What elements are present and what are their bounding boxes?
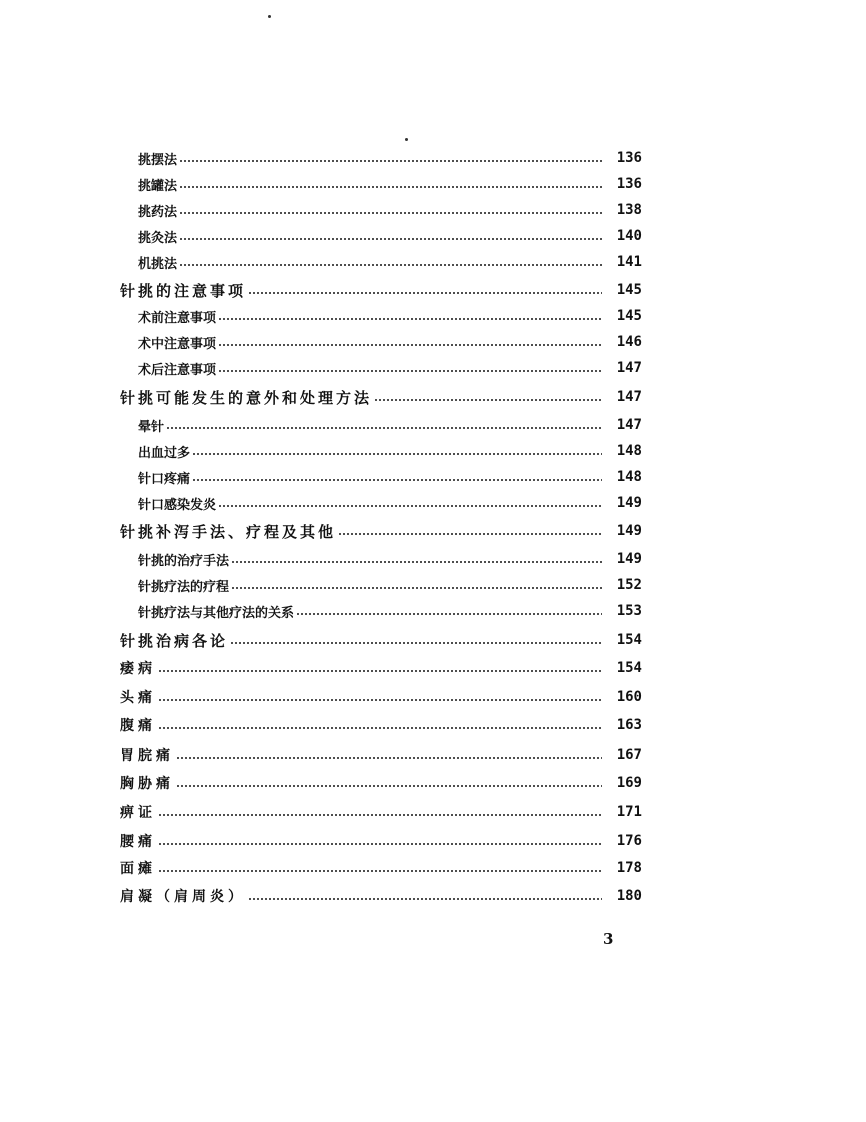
toc-entry-page: 160 [616, 689, 642, 705]
leader-dots [176, 757, 602, 759]
toc-entry [138, 331, 642, 353]
toc-entry [138, 251, 642, 273]
leader-dots [179, 264, 602, 266]
toc-entry-title: 针口感染发炎 [138, 497, 217, 513]
toc-entry-title: 术前注意事项 [138, 310, 217, 326]
leader-dots [296, 613, 602, 615]
leader-dots [192, 479, 602, 481]
toc-entry [120, 386, 642, 408]
toc-entry-page: 145 [616, 308, 642, 324]
leader-dots [158, 670, 602, 672]
scan-speck [405, 138, 408, 141]
leader-dots [166, 427, 602, 429]
leader-dots [218, 318, 602, 320]
toc-entry-title: 针挑的治疗手法 [138, 553, 230, 569]
leader-dots [231, 561, 602, 563]
toc-entry-page: 140 [616, 228, 642, 244]
toc-entry [120, 629, 642, 651]
toc-entry-page: 152 [616, 577, 642, 593]
toc-entry-title: 头痛 [120, 690, 156, 706]
toc-entry-title: 挑药法 [138, 204, 178, 220]
toc-entry-page: 147 [616, 417, 642, 433]
toc-entry-page: 180 [616, 888, 642, 904]
toc-entry-page: 171 [616, 804, 642, 820]
toc-entry [138, 414, 642, 436]
toc-entry [120, 520, 642, 542]
toc-entry-page: 145 [616, 282, 642, 298]
toc-entry-page: 163 [616, 717, 642, 733]
toc-entry-page: 153 [616, 603, 642, 619]
toc-entry [120, 686, 642, 708]
leader-dots [248, 898, 602, 900]
toc-entry [120, 885, 642, 907]
leader-dots [192, 453, 602, 455]
leader-dots [158, 870, 602, 872]
toc-entry-title: 出血过多 [138, 445, 191, 461]
toc-entry-page: 141 [616, 254, 642, 270]
toc-entry-page: 178 [616, 860, 642, 876]
toc-entry-title: 晕针 [138, 419, 165, 435]
leader-dots [218, 370, 602, 372]
toc-entry-page: 148 [616, 469, 642, 485]
leader-dots [179, 160, 602, 162]
toc-entry-title: 面瘫 [120, 861, 156, 877]
toc-entry-page: 154 [616, 632, 642, 648]
toc-entry [120, 772, 642, 794]
toc-entry [120, 714, 642, 736]
toc-entry-title: 肩凝（肩周炎） [120, 889, 246, 905]
toc-entry-title: 机挑法 [138, 256, 178, 272]
toc-entry [138, 357, 642, 379]
toc-entry [120, 857, 642, 879]
toc-entry [138, 199, 642, 221]
toc-entry-page: 138 [616, 202, 642, 218]
leader-dots [158, 699, 602, 701]
leader-dots [158, 727, 602, 729]
leader-dots [374, 399, 602, 401]
toc-entry-page: 146 [616, 334, 642, 350]
toc-entry-title: 针挑补泻手法、疗程及其他 [120, 522, 337, 541]
leader-dots [179, 186, 602, 188]
toc-entry-title: 针挑的注意事项 [120, 281, 247, 300]
toc-entry [138, 147, 642, 169]
toc-entry-title: 挑摆法 [138, 152, 178, 168]
toc-entry [138, 440, 642, 462]
toc-entry [120, 279, 642, 301]
leader-dots [218, 505, 602, 507]
toc-entry [120, 657, 642, 679]
toc-entry-title: 针挑可能发生的意外和处理方法 [120, 388, 373, 407]
toc-entry-page: 149 [616, 523, 642, 539]
toc-entry-page: 147 [616, 389, 642, 405]
leader-dots [179, 238, 602, 240]
toc-entry-page: 147 [616, 360, 642, 376]
leader-dots [230, 642, 602, 644]
toc-entry-title: 胃脘痛 [120, 748, 174, 764]
toc-entry [120, 744, 642, 766]
toc-entry-page: 136 [616, 176, 642, 192]
toc-entry [138, 600, 642, 622]
toc-entry-page: 167 [616, 747, 642, 763]
toc-entry [138, 173, 642, 195]
toc-entry-title: 术中注意事项 [138, 336, 217, 352]
page-number: 3 [603, 930, 614, 948]
leader-dots [248, 292, 602, 294]
leader-dots [231, 587, 602, 589]
leader-dots [158, 843, 602, 845]
toc-entry-title: 腰痛 [120, 834, 156, 850]
toc-entry-page: 149 [616, 551, 642, 567]
leader-dots [179, 212, 602, 214]
scan-speck [268, 15, 271, 18]
toc-entry-title: 痿病 [120, 661, 156, 677]
toc-entry-title: 针口疼痛 [138, 471, 191, 487]
toc-entry-page: 154 [616, 660, 642, 676]
leader-dots [218, 344, 602, 346]
toc-entry-page: 169 [616, 775, 642, 791]
leader-dots [158, 814, 602, 816]
toc-entry-title: 针挑疗法与其他疗法的关系 [138, 605, 295, 621]
toc-entry-page: 136 [616, 150, 642, 166]
toc-entry [120, 801, 642, 823]
toc-entry-title: 挑罐法 [138, 178, 178, 194]
toc-entry-title: 术后注意事项 [138, 362, 217, 378]
toc-entry [138, 466, 642, 488]
leader-dots [176, 785, 602, 787]
toc-entry-page: 149 [616, 495, 642, 511]
leader-dots [338, 533, 602, 535]
toc-entry [138, 548, 642, 570]
toc-entry-page: 176 [616, 833, 642, 849]
toc-entry [138, 492, 642, 514]
toc-entry-title: 针挑治病各论 [120, 631, 229, 650]
toc-entry-page: 148 [616, 443, 642, 459]
toc-entry [120, 830, 642, 852]
toc-entry-title: 针挑疗法的疗程 [138, 579, 230, 595]
toc-entry [138, 225, 642, 247]
toc-entry [138, 574, 642, 596]
toc-entry-title: 痹证 [120, 805, 156, 821]
toc-entry-title: 挑灸法 [138, 230, 178, 246]
toc-entry [138, 305, 642, 327]
toc-entry-title: 腹痛 [120, 718, 156, 734]
toc-entry-title: 胸胁痛 [120, 776, 174, 792]
